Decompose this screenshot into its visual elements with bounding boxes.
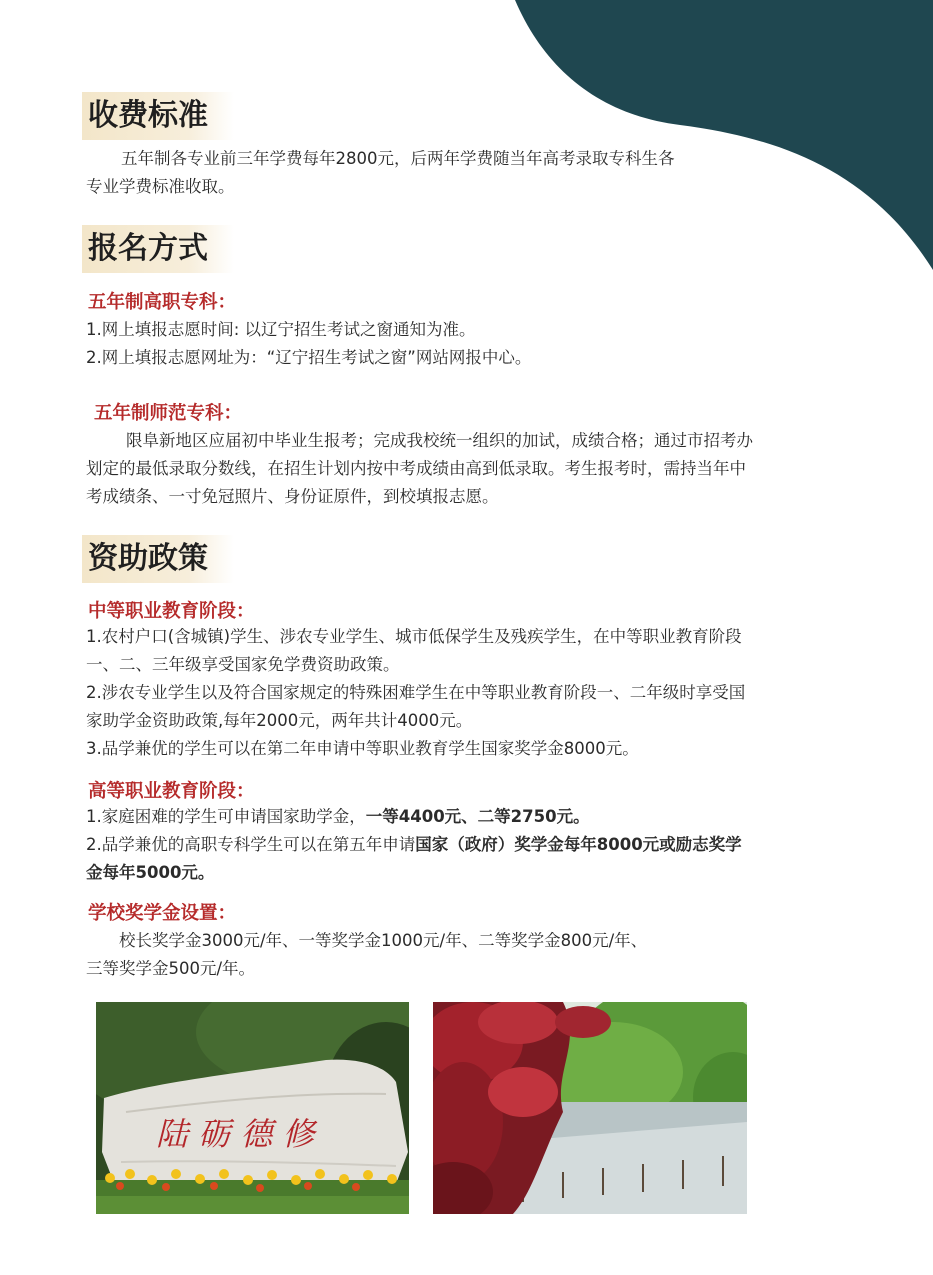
subheading-higher: 高等职业教育阶段： xyxy=(88,781,255,802)
vocational-item-1: 1.网上填报志愿时间: 以辽宁招生考试之窗通知为准。 xyxy=(86,320,476,339)
teacher-text-line-1: 限阜新地区应届初中毕业生报考；完成我校统一组织的加试，成绩合格；通过市招考办 xyxy=(126,431,753,450)
subheading-vocational: 五年制高职专科： xyxy=(88,292,237,313)
stone-inscription: 陆 砺 德 修 xyxy=(156,1115,315,1153)
subheading-teacher: 五年制师范专科： xyxy=(94,403,243,424)
subheading-secondary: 中等职业教育阶段： xyxy=(88,601,255,622)
secondary-line-5: 3.品学兼优的学生可以在第二年申请中等职业教育学生国家奖学金8000元。 xyxy=(86,739,639,758)
section-heading-fees: 收费标准 xyxy=(82,92,234,140)
higher-line-2-text: 2.品学兼优的高职专科学生可以在第五年申请 xyxy=(86,835,416,854)
higher-line-2 xyxy=(86,830,742,859)
school-line-1: 校长奖学金3000元/年、一等奖学金1000元/年、二等奖学金800元/年、 xyxy=(119,931,648,950)
section-heading-enroll: 报名方式 xyxy=(82,225,234,273)
campus-garden-photo xyxy=(433,1002,747,1214)
secondary-line-2: 一、二、三年级享受国家免学费资助政策。 xyxy=(86,655,400,674)
higher-line-2-bold: 国家（政府）奖学金每年8000元或励志奖学 xyxy=(415,835,742,854)
subheading-school: 学校奖学金设置： xyxy=(88,903,237,924)
fees-text-line-1: 五年制各专业前三年学费每年2800元，后两年学费随当年高考录取专科生各 xyxy=(121,149,675,168)
higher-line-1-bold: 一等4400元、二等2750元。 xyxy=(365,807,590,826)
secondary-line-1: 1.农村户口(含城镇)学生、涉农专业学生、城市低保学生及残疾学生，在中等职业教育阶段 xyxy=(86,627,742,646)
vocational-item-2: 2.网上填报志愿网址为：“辽宁招生考试之窗”网站网报中心。 xyxy=(86,348,532,367)
secondary-line-4: 家助学金资助政策,每年2000元，两年共计4000元。 xyxy=(86,711,473,730)
campus-stone-photo xyxy=(96,1002,409,1214)
higher-line-1 xyxy=(86,802,590,831)
teacher-text-line-3: 考成绩条、一寸免冠照片、身份证原件，到校填报志愿。 xyxy=(86,487,499,506)
secondary-line-3: 2.涉农专业学生以及符合国家规定的特殊困难学生在中等职业教育阶段一、二年级时享受国 xyxy=(86,683,746,702)
section-heading-aid: 资助政策 xyxy=(82,535,234,583)
higher-line-1-text: 1.家庭困难的学生可申请国家助学金， xyxy=(86,807,366,826)
higher-line-3: 金每年5000元。 xyxy=(86,863,215,882)
fees-text-line-2: 专业学费标准收取。 xyxy=(86,177,235,196)
teacher-text-line-2: 划定的最低录取分数线，在招生计划内按中考成绩由高到低录取。考生报考时，需持当年中 xyxy=(86,459,746,478)
school-line-2: 三等奖学金500元/年。 xyxy=(86,959,256,978)
